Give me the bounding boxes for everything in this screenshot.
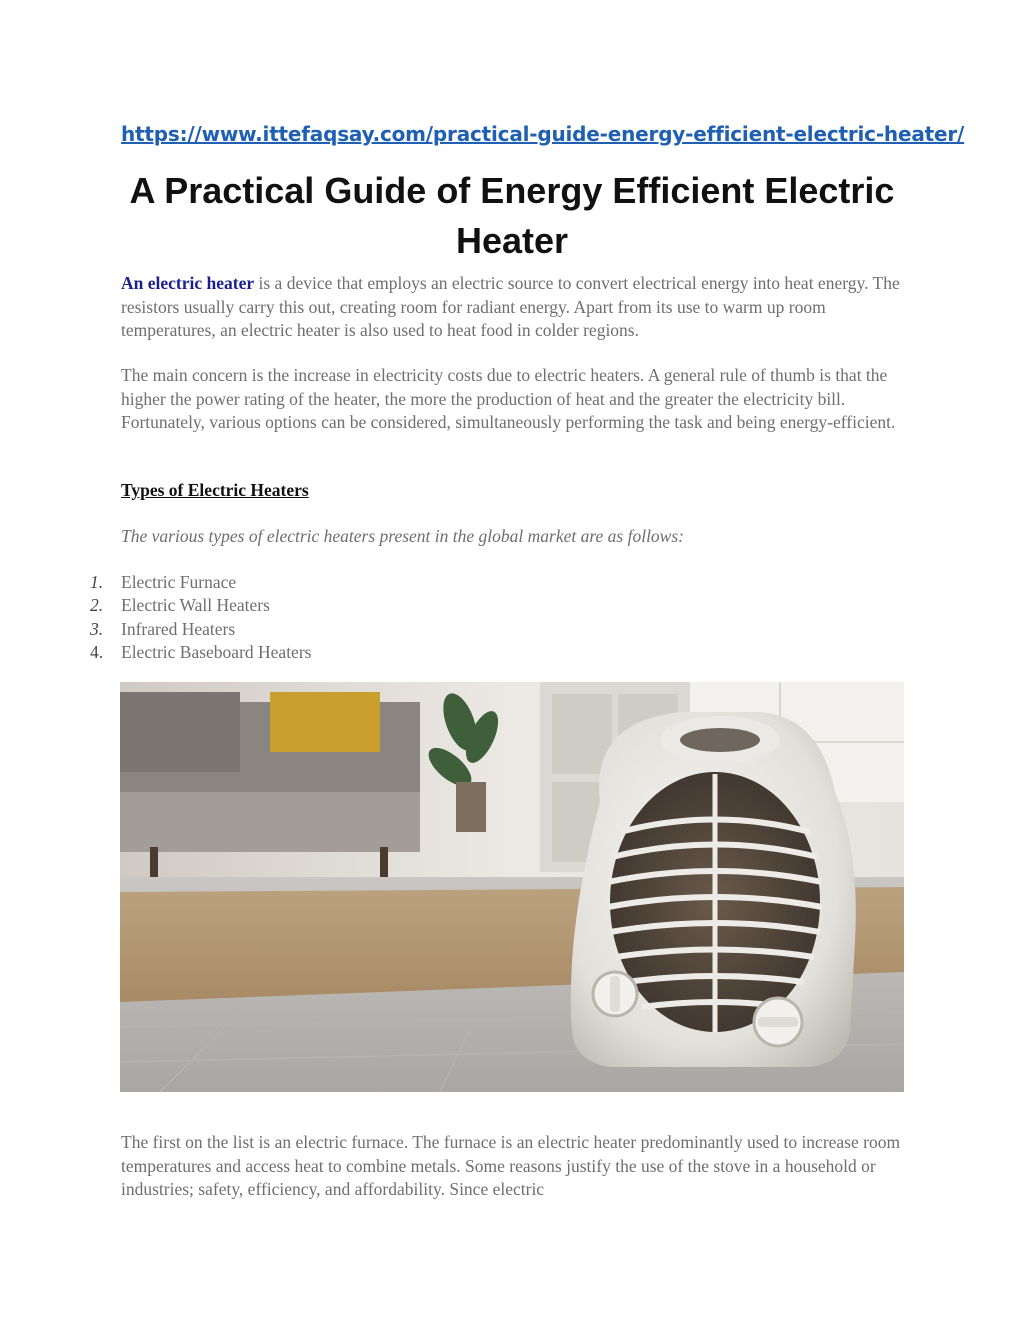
list-item-label: Electric Wall Heaters [121, 595, 270, 616]
electric-furnace-paragraph: The first on the list is an electric furnace. The furnace is an electric heater predominantly used to increase room temperatures and access heat to combine metals. Some reasons justify the use of the stove in a household or industries; safety, efficiency, and affordability. Since electric [121, 1132, 901, 1199]
list-item-label: Electric Furnace [121, 572, 237, 592]
electric-heater-link[interactable]: An electric heater [121, 273, 255, 293]
page-title: A Practical Guide of Energy Efficient Electric Heater [129, 170, 895, 261]
section-intro: The various types of electric heaters present in the global market are as follows: [121, 526, 684, 546]
list-number: 3. [90, 618, 104, 639]
list-item-label: Electric Baseboard Heaters [121, 641, 312, 662]
list-item-label: Infrared Heaters [121, 618, 236, 639]
list-number: 2. [90, 595, 104, 616]
electric-heater-photo [120, 682, 904, 1092]
list-number: 4. [90, 641, 104, 662]
section-heading: Types of Electric Heaters [121, 480, 309, 500]
intro-paragraph [121, 272, 911, 343]
source-url-link[interactable]: https://www.ittefaqsay.com/practical-guide-energy-efficient-electric-heater/ [121, 122, 965, 146]
list-number: 1. [90, 572, 104, 592]
intro-text: is a device that employs an electric source to convert electrical energy into heat energy. The resistors usually carry this out, creating room for radiant energy. Apart from its use to warm up room temperatures, an electric heater is also used to heat food in colder regions. [121, 273, 900, 340]
electricity-cost-paragraph: The main concern is the increase in electricity costs due to electric heaters. A general rule of thumb is that the higher the power rating of the heater, the more the production of heat and the greater the electricity bill. Fortunately, various options can be considered, simultaneously performing the task and being energy-efficient. [121, 365, 896, 432]
